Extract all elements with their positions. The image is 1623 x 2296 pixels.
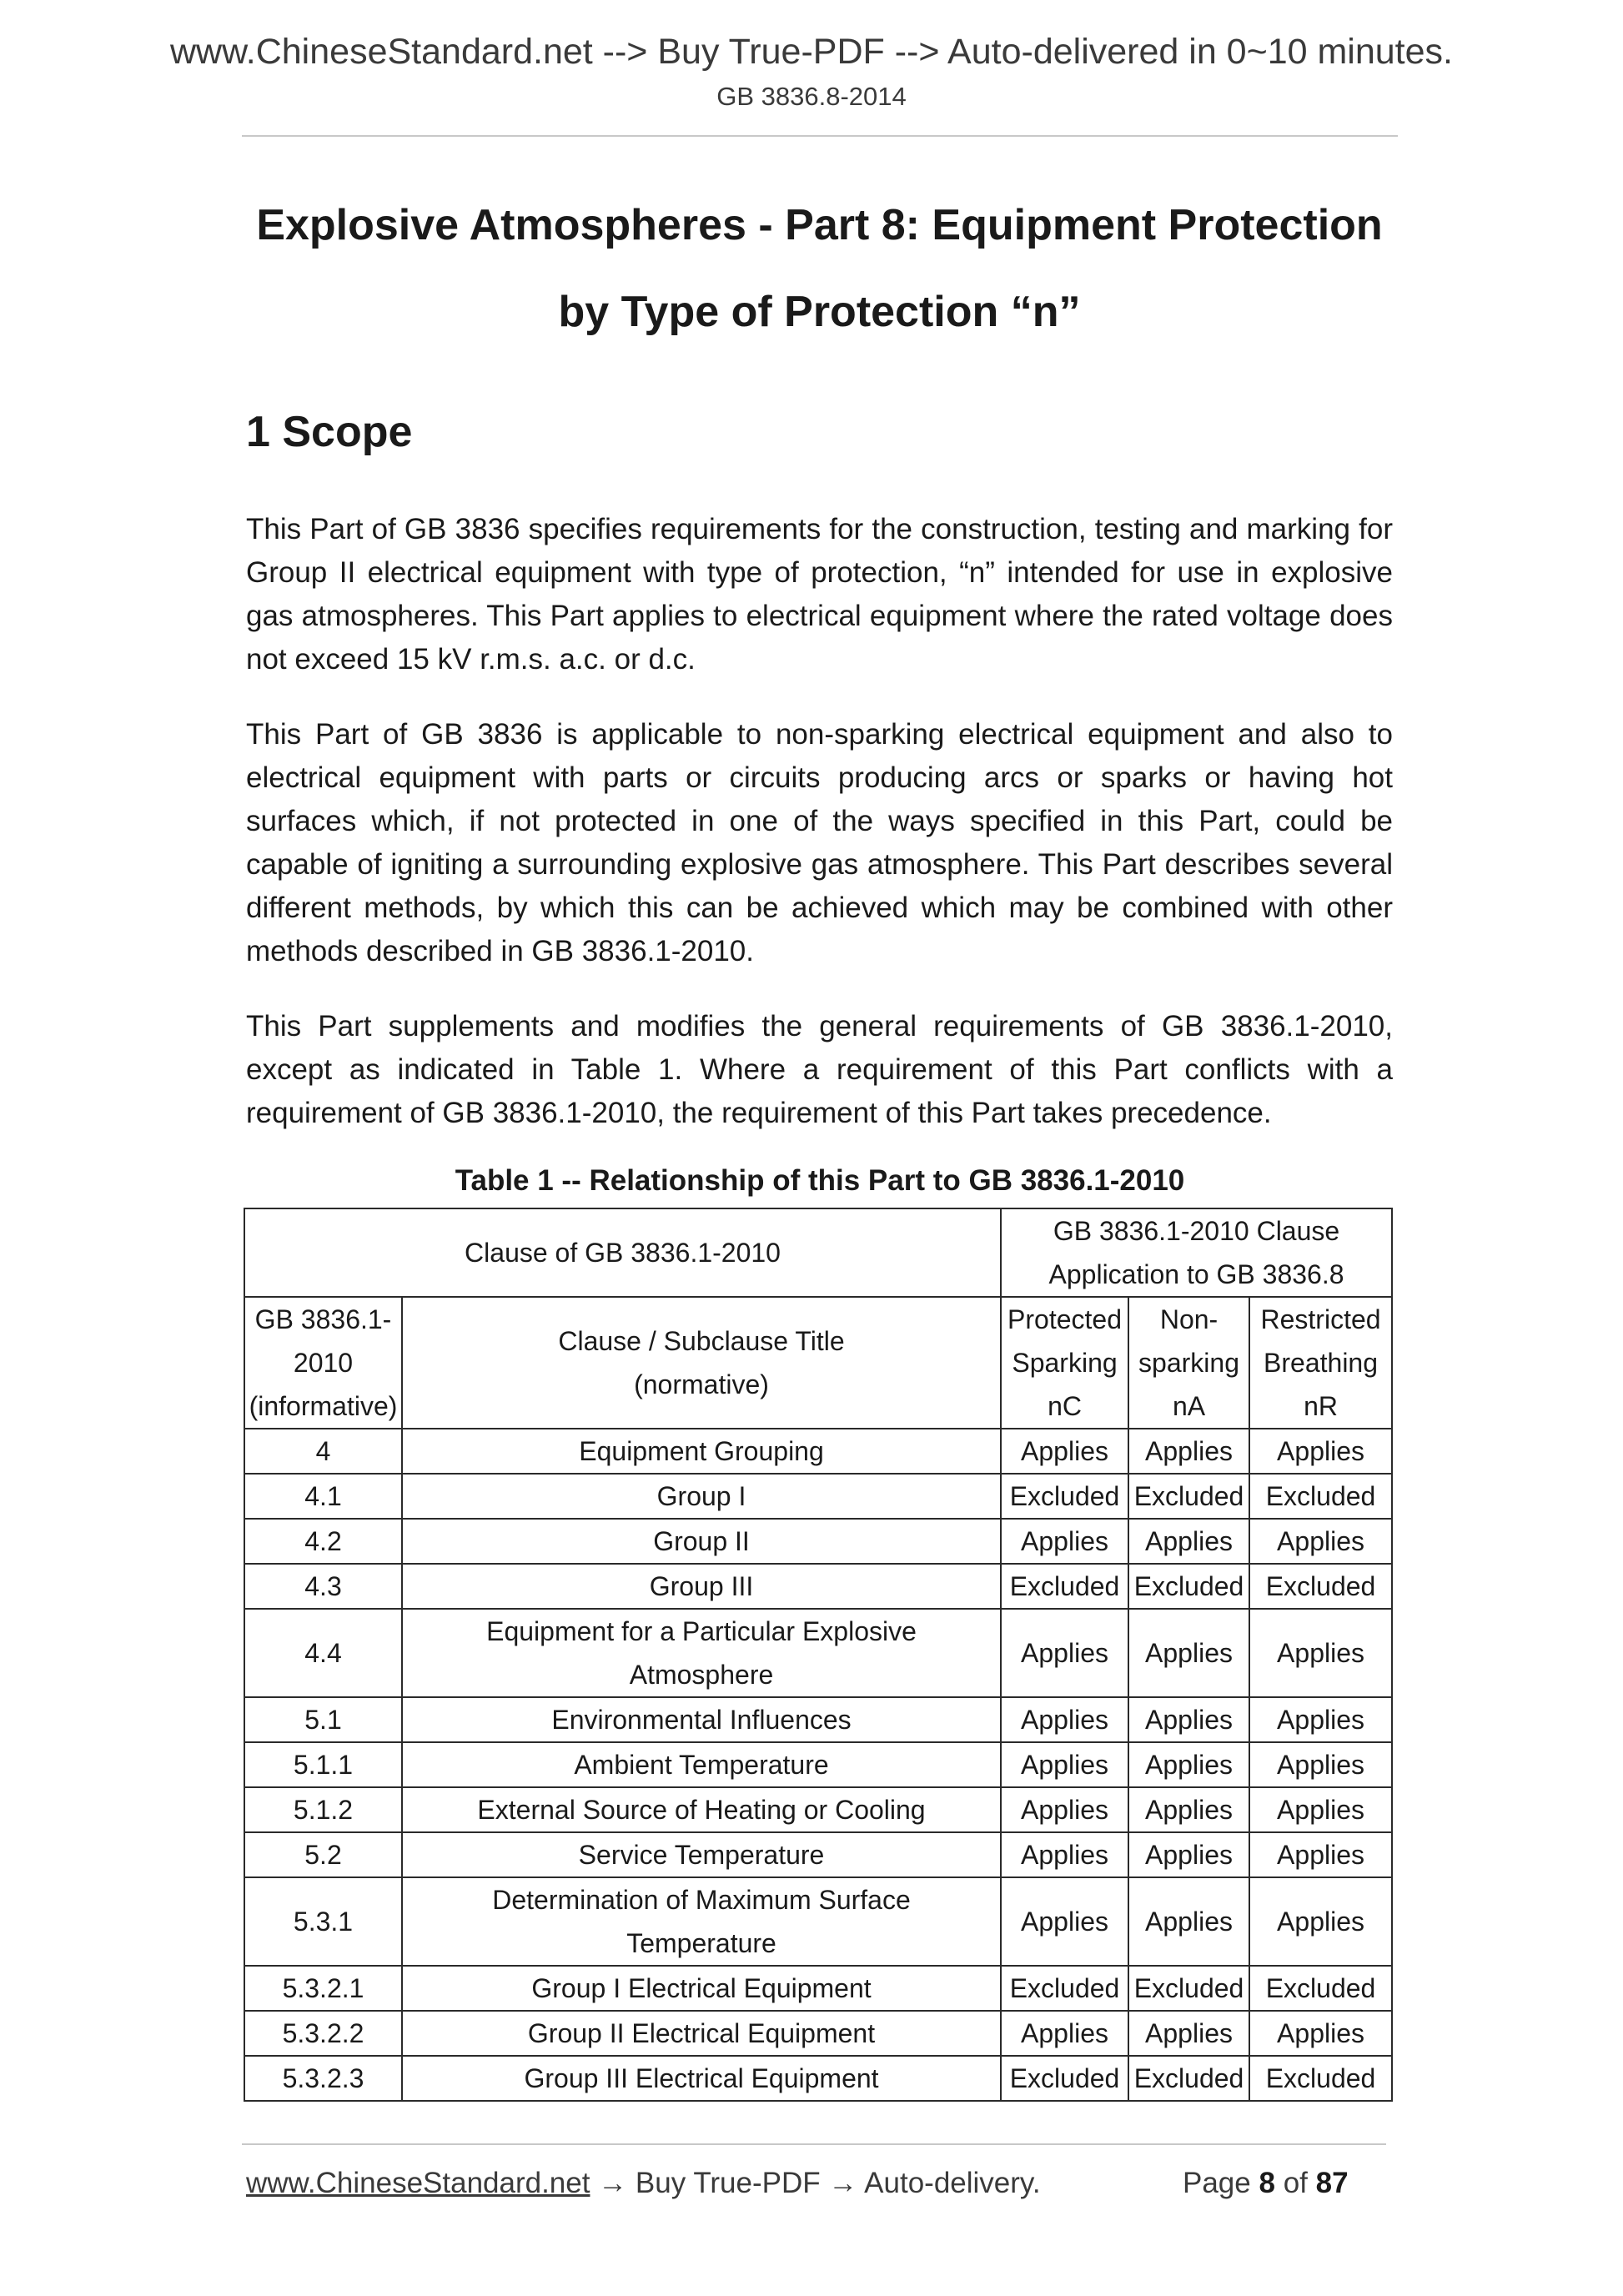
cell-title: Group III Electrical Equipment — [402, 2056, 1001, 2101]
cell-clause: 4.2 — [244, 1519, 402, 1564]
table-row — [244, 1832, 1392, 1877]
cell-nr: Applies — [1249, 1787, 1392, 1832]
table-row — [244, 2056, 1392, 2101]
header-divider — [242, 135, 1398, 137]
table-row — [244, 1429, 1392, 1474]
cell-nc: Applies — [1001, 1519, 1128, 1564]
cell-clause: 5.3.2.1 — [244, 1966, 402, 2011]
cell-na: Excluded — [1128, 1474, 1249, 1519]
cell-nr: Applies — [1249, 1832, 1392, 1877]
table-row — [244, 1474, 1392, 1519]
cell-nc: Applies — [1001, 1742, 1128, 1787]
cell-title: Group I — [402, 1474, 1001, 1519]
cell-clause: 5.1 — [244, 1697, 402, 1742]
column-header-nc: Protected Sparking nC — [1001, 1297, 1128, 1429]
cell-nc: Applies — [1001, 1697, 1128, 1742]
table-row — [244, 1609, 1392, 1697]
table-row — [244, 1564, 1392, 1609]
document-title-line-1: Explosive Atmospheres - Part 8: Equipment Protection — [256, 201, 1383, 249]
table-row — [244, 2011, 1392, 2056]
cell-title: Group I Electrical Equipment — [402, 1966, 1001, 2011]
cell-nc: Applies — [1001, 1429, 1128, 1474]
footer-site-link[interactable]: www.ChineseStandard.net — [246, 2167, 590, 2199]
cell-title: Ambient Temperature — [402, 1742, 1001, 1787]
cell-nr: Excluded — [1249, 1474, 1392, 1519]
cell-nc: Applies — [1001, 1832, 1128, 1877]
cell-nr: Applies — [1249, 2011, 1392, 2056]
cell-nc: Applies — [1001, 1609, 1128, 1697]
cell-na: Applies — [1128, 2011, 1249, 2056]
page-number: 8 — [1259, 2167, 1275, 2199]
table-group-header-row — [244, 1208, 1392, 1297]
cell-title: Group II Electrical Equipment — [402, 2011, 1001, 2056]
cell-nc: Excluded — [1001, 1564, 1128, 1609]
cell-nr: Applies — [1249, 1519, 1392, 1564]
group-header-clause: Clause of GB 3836.1-2010 — [244, 1208, 1001, 1297]
table-row — [244, 1966, 1392, 2011]
section-heading: 1 Scope — [246, 408, 413, 456]
group-header-application: GB 3836.1-2010 Clause Application to GB 3836.8 — [1001, 1208, 1392, 1297]
cell-na: Applies — [1128, 1877, 1249, 1966]
cell-clause: 4 — [244, 1429, 402, 1474]
cell-na: Applies — [1128, 1787, 1249, 1832]
cell-na: Applies — [1128, 1429, 1249, 1474]
cell-nr: Excluded — [1249, 1564, 1392, 1609]
column-header-nr: Restricted Breathing nR — [1249, 1297, 1392, 1429]
table-row — [244, 1742, 1392, 1787]
cell-clause: 5.3.2.3 — [244, 2056, 402, 2101]
cell-na: Excluded — [1128, 1564, 1249, 1609]
table-row — [244, 1877, 1392, 1966]
footer-delivery-text: → Buy True-PDF → Auto-delivery. — [590, 2167, 1041, 2199]
table-row — [244, 1519, 1392, 1564]
cell-clause: 4.4 — [244, 1609, 402, 1697]
cell-nc: Applies — [1001, 2011, 1128, 2056]
table-row — [244, 1787, 1392, 1832]
cell-title: Group III — [402, 1564, 1001, 1609]
cell-nr: Applies — [1249, 1877, 1392, 1966]
cell-clause: 5.3.1 — [244, 1877, 402, 1966]
scope-paragraph-1: This Part of GB 3836 specifies requirements for the construction, testing and marking for Group II electrical equipment with type of protection, “n” intended for use in explosive gas atmospheres. This Part applies to electrical equipment where the rated voltage does not exceed 15 kV r.m.s. a.c. or d.c. — [246, 513, 1393, 676]
cell-na: Applies — [1128, 1519, 1249, 1564]
cell-nr: Applies — [1249, 1429, 1392, 1474]
cell-title: Service Temperature — [402, 1832, 1001, 1877]
column-header-na: Non- sparking nA — [1128, 1297, 1249, 1429]
top-banner: www.ChineseStandard.net --> Buy True-PDF --> Auto-delivered in 0~10 minutes. — [169, 32, 1453, 72]
cell-nc: Excluded — [1001, 2056, 1128, 2101]
cell-title: Group II — [402, 1519, 1001, 1564]
relationship-table — [244, 1208, 1393, 2102]
cell-na: Excluded — [1128, 1966, 1249, 2011]
cell-na: Applies — [1128, 1697, 1249, 1742]
table-caption: Table 1 -- Relationship of this Part to GB 3836.1-2010 — [455, 1164, 1185, 1197]
cell-nr: Applies — [1249, 1742, 1392, 1787]
column-header-clause: GB 3836.1- 2010 (informative) — [244, 1297, 402, 1429]
table-column-header-row — [244, 1297, 1392, 1429]
table-row — [244, 1697, 1392, 1742]
cell-clause: 4.1 — [244, 1474, 402, 1519]
column-header-title: Clause / Subclause Title (normative) — [402, 1297, 1001, 1429]
cell-title: Equipment for a Particular Explosive Atmosphere — [402, 1609, 1001, 1697]
scope-paragraph-3: This Part supplements and modifies the general requirements of GB 3836.1-2010, except as indicated in Table 1. Where a requirement of this Part conflicts with a requirement of GB 3836.1-2010, the requirement of this Part takes precedence. — [246, 1010, 1393, 1129]
cell-na: Excluded — [1128, 2056, 1249, 2101]
cell-nc: Applies — [1001, 1877, 1128, 1966]
cell-nr: Applies — [1249, 1697, 1392, 1742]
page-indicator — [1183, 2167, 1349, 2200]
cell-nc: Excluded — [1001, 1966, 1128, 2011]
cell-title: External Source of Heating or Cooling — [402, 1787, 1001, 1832]
cell-nr: Excluded — [1249, 2056, 1392, 2101]
cell-na: Applies — [1128, 1609, 1249, 1697]
cell-nc: Excluded — [1001, 1474, 1128, 1519]
cell-na: Applies — [1128, 1832, 1249, 1877]
cell-clause: 5.1.2 — [244, 1787, 402, 1832]
scope-paragraph-2: This Part of GB 3836 is applicable to non-sparking electrical equipment and also to electrical equipment with parts or circuits producing arcs or sparks or having hot surfaces which, if not protected in one of the ways specified in this Part, could be capable of igniting a surrounding explosive gas atmosphere. This Part describes several different methods, by which this can be achieved which may be combined with other methods described in GB 3836.1-2010. — [246, 718, 1393, 967]
page-total: 87 — [1315, 2167, 1349, 2199]
cell-clause: 4.3 — [244, 1564, 402, 1609]
cell-title: Environmental Influences — [402, 1697, 1001, 1742]
cell-clause: 5.2 — [244, 1832, 402, 1877]
cell-clause: 5.1.1 — [244, 1742, 402, 1787]
cell-nr: Applies — [1249, 1609, 1392, 1697]
page-label: Page — [1183, 2167, 1251, 2199]
footer-link[interactable] — [246, 2167, 1041, 2200]
cell-nr: Excluded — [1249, 1966, 1392, 2011]
cell-clause: 5.3.2.2 — [244, 2011, 402, 2056]
document-id: GB 3836.8-2014 — [716, 82, 907, 111]
cell-title: Equipment Grouping — [402, 1429, 1001, 1474]
cell-nc: Applies — [1001, 1787, 1128, 1832]
footer-divider — [242, 2143, 1386, 2145]
cell-na: Applies — [1128, 1742, 1249, 1787]
document-title-line-2: by Type of Protection “n” — [558, 288, 1081, 336]
cell-title: Determination of Maximum Surface Temperature — [402, 1877, 1001, 1966]
page-of-label: of — [1283, 2167, 1308, 2199]
